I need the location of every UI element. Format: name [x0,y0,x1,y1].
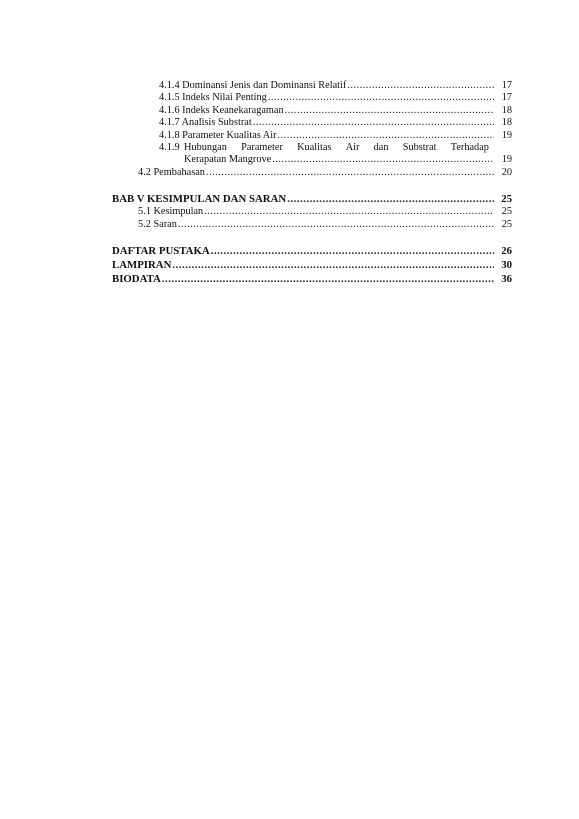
leader-dots [287,192,494,206]
toc-entry-title: 4.1.7 Analisis Substrat [159,117,252,129]
title-word: Substrat [402,141,437,153]
leader-dots [206,167,494,179]
toc-entry-page: 17 [501,80,512,91]
leader-dots [204,206,494,218]
leader-dots [347,80,494,92]
toc-entry-page: 19 [501,129,512,141]
spacer [112,231,512,244]
toc-entry-title: 4.1.5 Indeks Nilai Penting [159,92,267,104]
toc-entry-page: 20 [501,166,512,178]
toc-entry-title-line1 [184,142,489,154]
toc-chapter-bab-v[interactable] [112,192,512,206]
toc-entry-title: 4.1.6 Indeks Keanekaragaman [159,104,284,116]
toc-entry-4-1-6[interactable] [112,105,512,117]
title-word: Terhadap [450,141,489,153]
toc-entry-4-1-9-continuation[interactable] [112,154,512,166]
toc-entry-5-1[interactable] [112,206,512,218]
toc-entry-5-2[interactable] [112,219,512,231]
toc-chapter-title: LAMPIRAN [112,258,172,271]
toc-entry-4-1-5[interactable] [112,92,512,104]
leader-dots [178,219,494,231]
toc-entry-page: 25 [501,218,512,230]
toc-entry-4-1-4[interactable] [112,80,512,92]
leader-dots [285,105,494,117]
leader-dots [253,117,494,129]
toc-entry-title: 4.1.8 Parameter Kualitas Air [159,129,277,141]
leader-dots [211,244,494,258]
toc-entry-number: 4.1.9 [159,141,180,153]
toc-chapter-page: 26 [501,244,512,257]
leader-dots [272,154,494,166]
toc-chapter-title: BIODATA [112,272,161,285]
toc-entry-page: 17 [501,92,512,104]
spacer [112,179,512,192]
toc-entry-title: 4.2 Pembahasan [138,166,205,178]
leader-dots [268,92,494,104]
toc-chapter-page: 30 [501,258,512,271]
leader-dots [162,272,494,286]
toc-chapter-lampiran[interactable] [112,258,512,272]
leader-dots [172,258,494,272]
toc-chapter-page: 25 [501,193,512,206]
toc-entry-4-1-8[interactable] [112,130,512,142]
toc-chapter-daftar-pustaka[interactable] [112,244,512,258]
toc-entry-page: 18 [501,104,512,116]
toc-entry-4-2[interactable] [112,167,512,179]
toc-entry-title: 5.1 Kesimpulan [138,206,204,218]
toc-entry-4-1-9[interactable] [112,142,512,154]
toc-chapter-title: DAFTAR PUSTAKA [112,244,210,257]
title-word: Hubungan [184,141,227,153]
toc-entry-page: 19 [501,154,512,166]
title-word: Air [345,141,360,153]
toc-chapter-title: BAB V KESIMPULAN DAN SARAN [112,193,287,206]
title-word: Parameter [241,141,283,153]
toc-entry-title: 5.2 Saran [138,218,177,230]
toc-entry-page: 25 [501,206,512,218]
toc-entry-4-1-7[interactable] [112,117,512,129]
title-word: dan [373,141,389,153]
toc-entry-page: 18 [501,117,512,129]
toc-chapter-biodata[interactable] [112,272,512,286]
title-word: Kualitas [297,141,332,153]
toc-chapter-page: 36 [501,272,512,285]
toc-entry-title: 4.1.4 Dominansi Jenis dan Dominansi Relatif [159,80,347,91]
leader-dots [278,130,494,142]
toc-entry-title-line2: Kerapatan Mangrove [184,154,272,166]
table-of-contents [112,80,512,286]
